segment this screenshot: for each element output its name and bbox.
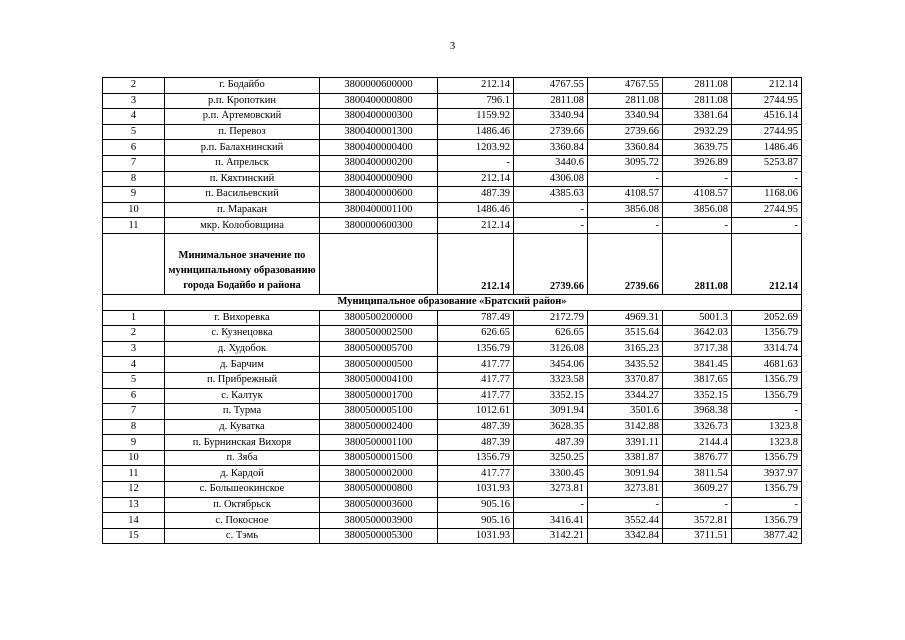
settlement-name-cell: с. Большеокинское [165,482,320,498]
value-cell: 3639.75 [663,140,732,156]
table-row [103,528,802,544]
oktmo-code-cell: 3800500001500 [320,450,438,466]
row-number-cell: 14 [103,513,165,529]
value-cell: 4108.57 [588,187,663,203]
value-cell: 1168.06 [732,187,802,203]
oktmo-code-cell: 3800400000400 [320,140,438,156]
value-cell: 1031.93 [438,482,514,498]
value-cell: 3926.89 [663,155,732,171]
value-cell: - [663,171,732,187]
value-cell: 1356.79 [732,513,802,529]
oktmo-code-cell: 3800500002500 [320,326,438,342]
value-cell: 3572.81 [663,513,732,529]
value-cell: 3352.15 [514,388,588,404]
value-cell: 1356.79 [732,326,802,342]
summary-value-cell: 212.14 [732,233,802,294]
summary-label: Минимальное значение по муниципальному образованию города Бодайбо и района [165,233,320,294]
value-cell: 3381.64 [663,109,732,125]
summary-value-cell: 2811.08 [663,233,732,294]
row-number-cell: 4 [103,357,165,373]
value-cell: 3370.87 [588,372,663,388]
table-row [103,482,802,498]
table-row [103,372,802,388]
oktmo-code-cell: 3800500001100 [320,435,438,451]
oktmo-code-cell: 3800500005100 [320,404,438,420]
settlement-name-cell: п. Прибрежный [165,372,320,388]
value-cell: 1323.8 [732,419,802,435]
value-cell: - [732,218,802,234]
value-cell: 3273.81 [588,482,663,498]
value-cell: - [588,497,663,513]
oktmo-code-cell: 3800500003900 [320,513,438,529]
row-number-cell: 15 [103,528,165,544]
value-cell: 3817.65 [663,372,732,388]
value-cell: 1323.8 [732,435,802,451]
value-cell: 4306.08 [514,171,588,187]
value-cell: 5001.3 [663,310,732,326]
value-cell: 3314.74 [732,341,802,357]
row-number-cell: 1 [103,310,165,326]
value-cell: 1356.79 [732,450,802,466]
settlement-name-cell: п. Перевоз [165,124,320,140]
value-cell: 212.14 [732,78,802,94]
oktmo-code-cell: 3800400000900 [320,171,438,187]
table-row [103,450,802,466]
value-cell: 2932.29 [663,124,732,140]
value-cell: 1203.92 [438,140,514,156]
value-cell: 1012.61 [438,404,514,420]
row-number-cell: 2 [103,326,165,342]
oktmo-code-cell: 3800500001700 [320,388,438,404]
value-cell: 3344.27 [588,388,663,404]
value-cell: 3091.94 [514,404,588,420]
value-cell: 3340.94 [514,109,588,125]
table-row [103,310,802,326]
value-cell: 487.39 [438,187,514,203]
row-number-cell: 13 [103,497,165,513]
value-cell: 1356.79 [438,450,514,466]
value-cell: 417.77 [438,466,514,482]
value-cell: 3352.15 [663,388,732,404]
settlement-name-cell: п. Бурнинская Вихоря [165,435,320,451]
value-cell: 417.77 [438,372,514,388]
value-cell: 4108.57 [663,187,732,203]
oktmo-code-cell: 3800500004100 [320,372,438,388]
value-cell: 3642.03 [663,326,732,342]
page-number: 3 [449,40,456,52]
settlement-name-cell: д. Барчим [165,357,320,373]
settlement-name-cell: с. Кузнецовка [165,326,320,342]
value-cell: - [732,404,802,420]
value-cell: 1356.79 [732,482,802,498]
value-cell: 487.39 [438,435,514,451]
value-cell: 3877.42 [732,528,802,544]
value-cell: 2811.08 [663,93,732,109]
value-cell: 3360.84 [514,140,588,156]
section-header-row [103,294,802,310]
value-cell: 2739.66 [514,124,588,140]
value-cell: 2744.95 [732,124,802,140]
value-cell: 3381.87 [588,450,663,466]
value-cell: 3711.51 [663,528,732,544]
value-cell: 1159.92 [438,109,514,125]
value-cell: - [732,497,802,513]
value-cell: 3454.06 [514,357,588,373]
table-row [103,155,802,171]
table-row [103,140,802,156]
row-number-cell: 9 [103,187,165,203]
summary-value-cell: 212.14 [438,233,514,294]
settlement-name-cell: п. Кяхтинский [165,171,320,187]
value-cell: - [663,497,732,513]
value-cell: 2811.08 [588,93,663,109]
value-cell: 1486.46 [438,202,514,218]
table-row [103,435,802,451]
value-cell: 787.49 [438,310,514,326]
table-row [103,357,802,373]
value-cell: 3323.58 [514,372,588,388]
value-cell: 4767.55 [514,78,588,94]
settlement-name-cell: п. Апрельск [165,155,320,171]
value-cell: 905.16 [438,513,514,529]
oktmo-code-cell: 3800500003600 [320,497,438,513]
value-cell: 1356.79 [438,341,514,357]
value-cell: 3841.45 [663,357,732,373]
value-cell: 4516.14 [732,109,802,125]
row-number-cell: 9 [103,435,165,451]
value-cell: 3391.11 [588,435,663,451]
value-cell: 1356.79 [732,372,802,388]
row-number-cell: 10 [103,202,165,218]
value-cell: 3326.73 [663,419,732,435]
value-cell: 3126.08 [514,341,588,357]
value-cell: 1356.79 [732,388,802,404]
oktmo-code-cell: 3800400000600 [320,187,438,203]
table-row [103,326,802,342]
settlement-name-cell: г. Вихоревка [165,310,320,326]
value-cell: 1486.46 [438,124,514,140]
oktmo-code-cell: 3800500200000 [320,310,438,326]
value-cell: 3416.41 [514,513,588,529]
value-cell: 2811.08 [663,78,732,94]
section-title: Муниципальное образование «Братский район» [103,294,802,310]
table-row [103,513,802,529]
value-cell: 417.77 [438,388,514,404]
table-row [103,404,802,420]
value-cell: 3609.27 [663,482,732,498]
settlement-name-cell: п. Зяба [165,450,320,466]
oktmo-code-cell: 3800500002000 [320,466,438,482]
value-cell: 4385.63 [514,187,588,203]
oktmo-code-cell: 3800500005700 [320,341,438,357]
row-number-cell: 7 [103,404,165,420]
value-cell: 3340.94 [588,109,663,125]
value-cell: - [514,497,588,513]
value-cell: 1486.46 [732,140,802,156]
oktmo-code-cell: 3800000600300 [320,218,438,234]
table-row [103,218,802,234]
value-cell: 1031.93 [438,528,514,544]
value-cell: 3142.88 [588,419,663,435]
settlement-name-cell: с. Тэмь [165,528,320,544]
table-row [103,93,802,109]
value-cell: 4681.63 [732,357,802,373]
value-cell: 2744.95 [732,93,802,109]
value-cell: 5253.87 [732,155,802,171]
value-cell: 626.65 [438,326,514,342]
row-number-cell: 10 [103,450,165,466]
row-number-cell: 6 [103,388,165,404]
oktmo-code-cell: 3800400001100 [320,202,438,218]
value-cell: - [663,218,732,234]
value-cell: 2811.08 [514,93,588,109]
value-cell: 212.14 [438,78,514,94]
table-row [103,497,802,513]
oktmo-code-cell: 3800500000500 [320,357,438,373]
value-cell: 3095.72 [588,155,663,171]
value-cell: 3856.08 [663,202,732,218]
settlement-name-cell: мкр. Колобовщина [165,218,320,234]
value-cell: - [588,171,663,187]
value-cell: 3360.84 [588,140,663,156]
value-cell: 3552.44 [588,513,663,529]
value-cell: 4969.31 [588,310,663,326]
row-number-cell: 5 [103,124,165,140]
table-row [103,388,802,404]
settlement-name-cell: р.п. Артемовский [165,109,320,125]
oktmo-code-cell: 3800000600000 [320,78,438,94]
value-cell: - [514,218,588,234]
value-cell: 3856.08 [588,202,663,218]
value-cell: 3440.6 [514,155,588,171]
row-number-cell: 8 [103,171,165,187]
settlement-name-cell: п. Октябрьск [165,497,320,513]
value-cell: 2172.79 [514,310,588,326]
value-cell: 3250.25 [514,450,588,466]
value-cell: 3811.54 [663,466,732,482]
empty-cell [320,233,438,294]
row-number-cell: 12 [103,482,165,498]
settlement-name-cell: п. Васильевский [165,187,320,203]
value-cell: 487.39 [438,419,514,435]
value-cell: - [438,155,514,171]
settlement-name-cell: р.п. Кропоткин [165,93,320,109]
oktmo-code-cell: 3800500002400 [320,419,438,435]
settlement-name-cell: п. Турма [165,404,320,420]
value-cell: 2052.69 [732,310,802,326]
value-cell: 3342.84 [588,528,663,544]
value-cell: 3876.77 [663,450,732,466]
oktmo-code-cell: 3800500005300 [320,528,438,544]
value-cell: 3937.97 [732,466,802,482]
value-cell: 487.39 [514,435,588,451]
row-number-cell: 8 [103,419,165,435]
summary-value-cell: 2739.66 [514,233,588,294]
value-cell: 3273.81 [514,482,588,498]
value-cell: 3501.6 [588,404,663,420]
oktmo-code-cell: 3800500000800 [320,482,438,498]
row-number-cell: 11 [103,466,165,482]
value-cell: 417.77 [438,357,514,373]
value-cell: 3968.38 [663,404,732,420]
settlement-name-cell: с. Калтук [165,388,320,404]
table-row [103,466,802,482]
value-cell: 212.14 [438,171,514,187]
row-number-cell: 3 [103,341,165,357]
empty-cell [103,233,165,294]
row-number-cell: 7 [103,155,165,171]
table-row [103,171,802,187]
value-cell: 3717.38 [663,341,732,357]
tariff-table [102,77,802,544]
value-cell: 905.16 [438,497,514,513]
row-number-cell: 3 [103,93,165,109]
value-cell: 212.14 [438,218,514,234]
value-cell: 796.1 [438,93,514,109]
table-row [103,124,802,140]
oktmo-code-cell: 3800400001300 [320,124,438,140]
value-cell: 3091.94 [588,466,663,482]
table-row [103,419,802,435]
table-row [103,78,802,94]
settlement-name-cell: д. Куватка [165,419,320,435]
row-number-cell: 11 [103,218,165,234]
settlement-name-cell: г. Бодайбо [165,78,320,94]
value-cell: 3300.45 [514,466,588,482]
value-cell: 3435.52 [588,357,663,373]
settlement-name-cell: п. Маракан [165,202,320,218]
value-cell: 3515.64 [588,326,663,342]
value-cell: 4767.55 [588,78,663,94]
settlement-name-cell: д. Худобок [165,341,320,357]
row-number-cell: 6 [103,140,165,156]
value-cell: 2739.66 [588,124,663,140]
table-row [103,202,802,218]
settlement-name-cell: р.п. Балахнинский [165,140,320,156]
value-cell: 626.65 [514,326,588,342]
table-row [103,109,802,125]
summary-row [103,233,802,294]
oktmo-code-cell: 3800400000800 [320,93,438,109]
value-cell: - [732,171,802,187]
value-cell: 3165.23 [588,341,663,357]
value-cell: 2144.4 [663,435,732,451]
row-number-cell: 5 [103,372,165,388]
row-number-cell: 2 [103,78,165,94]
summary-value-cell: 2739.66 [588,233,663,294]
table-row [103,187,802,203]
value-cell: - [588,218,663,234]
value-cell: 3142.21 [514,528,588,544]
value-cell: - [514,202,588,218]
settlement-name-cell: с. Покосное [165,513,320,529]
value-cell: 2744.95 [732,202,802,218]
oktmo-code-cell: 3800400000300 [320,109,438,125]
table-row [103,341,802,357]
value-cell: 3628.35 [514,419,588,435]
oktmo-code-cell: 3800400000200 [320,155,438,171]
row-number-cell: 4 [103,109,165,125]
settlement-name-cell: д. Кардой [165,466,320,482]
